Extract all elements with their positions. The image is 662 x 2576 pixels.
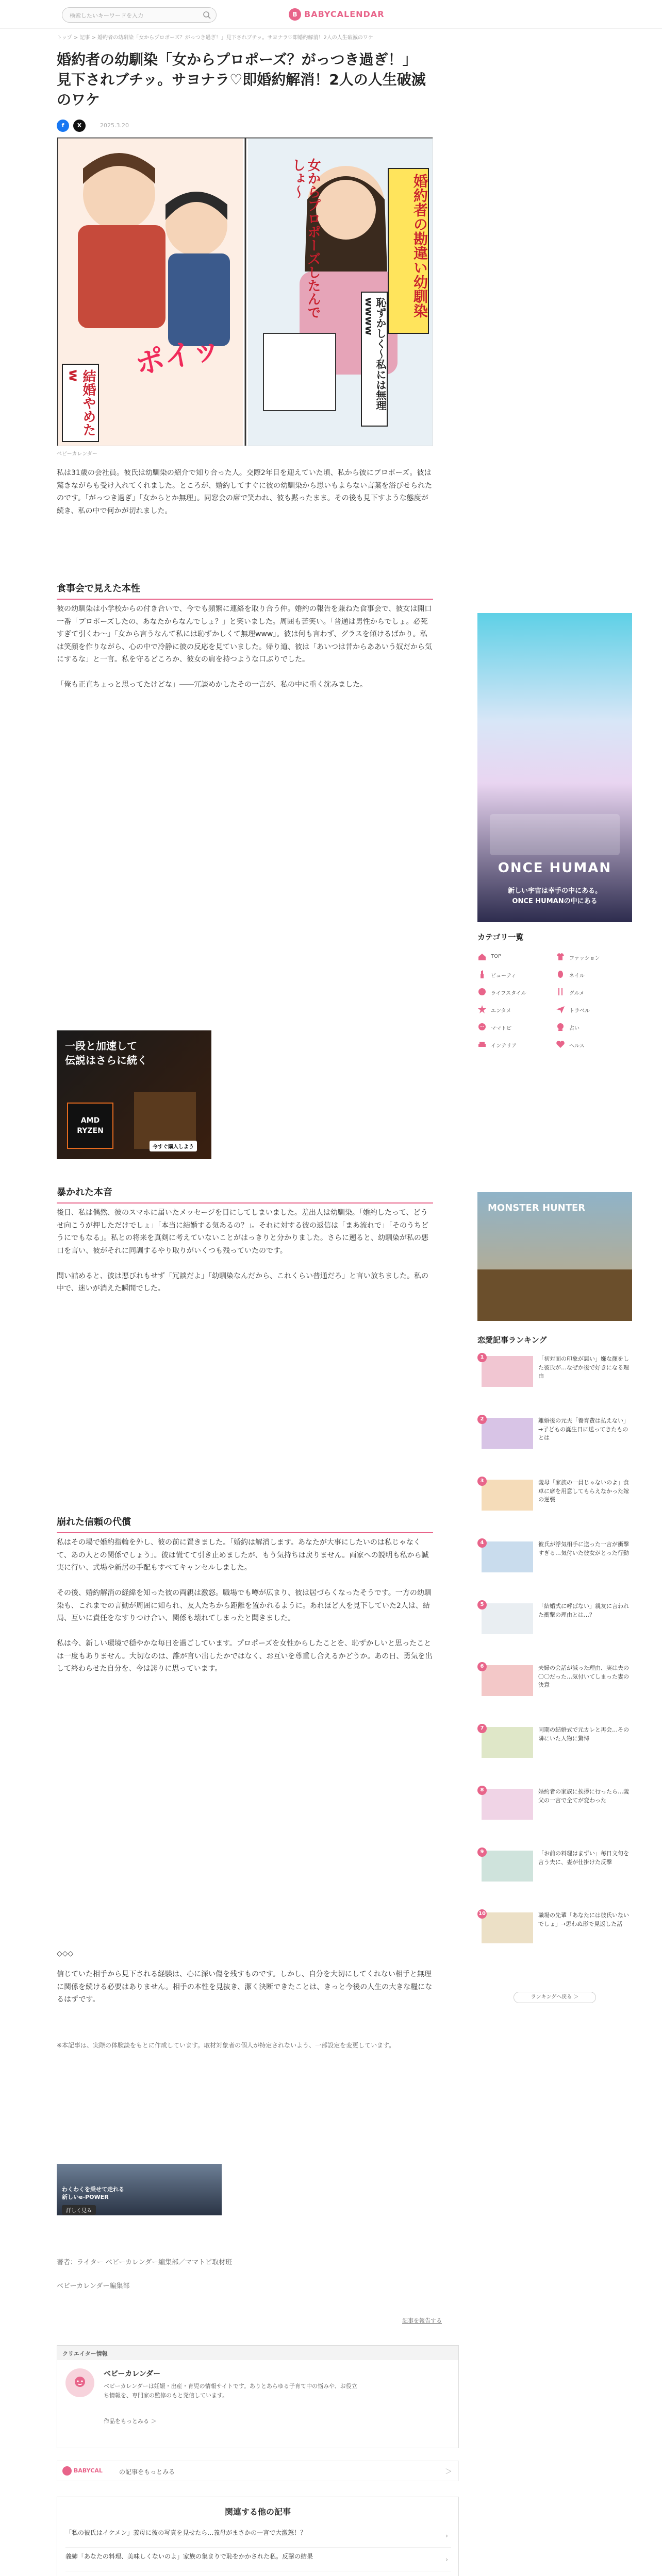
ad-headline: 一段と加速して 伝説はさらに続く [65,1040,147,1066]
category-link[interactable]: ライフスタイル [477,986,554,998]
section-heading-3: 崩れた信頼の代償 [57,1515,433,1533]
heart-icon [556,1040,565,1049]
sofa-icon [477,1040,487,1049]
ad-tagline: 新しい宇宙は幸手の中にある。 ONCE HUMANの中にある [507,887,602,905]
thumbnail [482,1418,533,1449]
rank-badge: 9 [477,1848,487,1857]
follow-banner[interactable] [57,2461,459,2481]
author-line[interactable]: 著者：ライター ベビーカレンダー編集部／ママトピ取材班 [57,2259,233,2266]
category-link[interactable]: TOP [477,951,554,963]
manga-text-right-top: 婚約者の勘違い幼馴染 [411,174,428,318]
creator-info [57,2345,459,2448]
ranking-title: 同期の結婚式で元カレと再会…その隣にいた人物に驚愕 [538,1726,629,1742]
section-body-1: 彼の幼馴染は小学校からの付き合いで、今でも頻繁に連絡を取り合う仲。婚約の報告を兼ねた食事会で、彼女は開口一番「プロポーズしたの、あなたからなんでしょ？」と笑いました。周囲も苦笑い。「普通は男性からでしょ。必死すぎて引くわ～」「女から言うなんて私には恥ずかしくて無理www」。彼は何も言わず、グラスを傾けるばかり。私は笑顔を作りながら、心の中で冷静に彼の反応を見ていました。帰り道、彼は「あいつは昔からああいう奴だから気にするな」と一言。私を守るどころか、彼女の肩を持つような口ぶりでした。 「俺も正直ちょっと思ってたけどな」――冗談めかしたその一言が、私の中に重く沈みました。 [57,605,432,689]
category-link[interactable]: トラベル [556,1004,632,1016]
manga-illustration [57,137,433,446]
ranking-item[interactable] [477,1415,632,1451]
ranking-title: 義母「家族の一員じゃないのよ」食卓に席を用意してもらえなかった嫁の逆襲 [538,1479,629,1503]
creator-name[interactable]: ベビーカレンダー [104,2370,161,2378]
intro-paragraph: 私は31歳の会社員。彼氏は幼馴染の紹介で知り合った人。交際2年目を迎えていた頃、私から彼にプロポーズ。彼は驚きながらも受け入れてくれました。ところが、婚約してすぐに彼の幼馴染から思いもよらない言葉を浴びせられたのです。「がっつき過ぎ」「女からとか無理」。同窓会の席で笑われ、彼も黙ったまま。その後も見下すような態度が続き、私の中で何かが切れました。 [57,469,432,515]
shirt-icon [556,952,565,961]
home-icon [477,952,487,961]
chevron-right-icon: › [445,2556,448,2563]
rank-badge: 3 [477,1477,487,1486]
ad-figure [490,814,620,855]
report-link[interactable]: 記事を報告する [402,2317,442,2324]
lipstick-icon [477,970,487,979]
category-link[interactable]: ヘルス [556,1039,632,1051]
follow-text: の記事をもっとみる [119,2468,175,2476]
manga-text-right-middle: 女からプロポーズしたんでしょ～ [290,158,321,319]
related-heading: 関連する他の記事 [224,2507,291,2517]
chevron-right-icon[interactable]: ＞ [445,2468,452,2476]
rank-badge: 7 [477,1724,487,1733]
thumbnail [482,1727,533,1758]
list-item[interactable] [65,2550,451,2571]
sidebar-advertisement-2[interactable] [477,1192,632,1321]
section-body-3: 私はその場で婚約指輪を外し、彼の前に置きました。「婚約は解消します。あなたが大事にしたいのは私じゃなくて、あの人との関係でしょう」。彼は慌てて引き止めましたが、もう気持ちは戻りません。両家への説明も私から誠実に行い、式場や新居の手配もすべてキャンセルしました。 その後、婚約解消の経緯を知った彼の両親は激怒。職場でも噂が広まり、彼は居づらくなったそうです。一方の幼馴染も、これまでの言動が周囲に知られ、友人たちから距離を置かれるように。あれほど人を見下していた2人は、結局、互いに責任をなすりつけ合い、関係も壊れてしまったと聞きました。 私は今、新しい環境で穏やかな毎日を過ごしています。プロポーズを女性からしたことを、恥ずかしいと思ったことは一度もありません。大切なのは、誰が言い出したかではなく、お互いを尊重し合えるかどうか。あの日、勇気を出して終わらせた自分を、今は誇りに思っています。 [57,1538,433,1673]
advertisement-bottom[interactable] [57,2164,222,2215]
ranking-heading: 恋愛記事ランキング [477,1335,547,1345]
rank-badge: 1 [477,1353,487,1362]
thumbnail [482,1912,533,1943]
list-item[interactable] [65,2526,451,2548]
star-icon [477,1005,487,1014]
breadcrumb[interactable]: トップ > 記事 > 婚約者の幼馴染「女からプロポーズ？がっつき過ぎ！」見下されブチッ。サヨナラ♡即婚約解消！2人の人生破滅のワケ [57,35,373,41]
facebook-share-icon[interactable]: f [57,120,69,132]
crystal-ball-icon [556,1022,565,1031]
follow-logo [62,2466,104,2477]
logo-text: BABYCALENDAR [304,9,385,19]
ranking-title: 職場の先輩「あなたには彼氏いないでしょ」→思わぬ形で見返した話 [538,1912,629,1927]
manga-text-right-bottom: 恥ずかしく～私には無理wwww [363,297,387,411]
rank-badge: 2 [477,1415,487,1424]
rank-badge: 6 [477,1662,487,1671]
logo-mark: B [289,8,301,21]
category-link[interactable]: ママトピ [477,1021,554,1033]
category-link[interactable]: インテリア [477,1039,554,1051]
site-logo[interactable] [289,7,385,22]
category-link[interactable]: エンタメ [477,1004,554,1016]
ranking-title: 「お前の料理はまずい」毎日文句を言う夫に、妻が仕掛けた反撃 [538,1850,629,1866]
rank-badge: 5 [477,1600,487,1609]
ad-brand-box: AMD RYZEN [67,1103,113,1149]
section-heading-2: 暴かれた本音 [57,1185,433,1204]
avatar[interactable] [65,2368,94,2397]
ranking-title: 彼氏が浮気相手に送った一言が衝撃すぎる…気付いた彼女がとった行動 [538,1541,629,1556]
closing-paragraph: 信じていた相手から見下される経験は、心に深い傷を残すものです。しかし、自分を大切にしてくれない相手と無理に関係を続ける必要はありません。相手の本性を見抜き、潔く決断できたことは、きっと今後の人生の大きな糧になるはずです。 [57,1970,433,2004]
ad-brand: ONCE HUMAN [498,860,612,876]
manga-text-left-vertical: 結婚やめたw [65,369,96,436]
related-articles [57,2497,459,2576]
lifestyle-icon [477,987,487,996]
thumbnail [482,1480,533,1511]
ranking-more-button[interactable]: ランキングへ戻る ＞ [514,1992,596,2003]
ranking-title: 離婚後の元夫「養育費は払えない」→子どもの誕生日に送ってきたものとは [538,1417,629,1441]
categories-heading: カテゴリ一覧 [477,933,524,942]
thumbnail [482,1789,533,1820]
thumbnail [482,1603,533,1634]
ranking-item[interactable] [477,1538,632,1574]
ranking-item[interactable] [477,1786,632,1822]
ranking-item[interactable] [477,1477,632,1513]
rank-badge: 10 [477,1909,487,1919]
creator-header: クリエイター情報 [57,2346,458,2360]
ad-bottom-cta[interactable]: 詳しく見る [62,2205,96,2215]
ranking-item[interactable] [477,1724,632,1760]
image-caption: ベビーカレンダー [57,451,97,457]
category-link[interactable]: ネイル [556,969,632,981]
section-heading-1: 食事会で見えた本性 [57,581,433,600]
rank-badge: 4 [477,1538,487,1548]
search-placeholder: 検索したいキーワードを入力 [70,12,143,19]
related-title: 「私の彼氏はイケメン」義母に彼の写真を見せたら…義母がまさかの一言で大激怒！？ [65,2529,307,2536]
site-header [0,0,662,29]
ranking-item[interactable] [477,1353,632,1389]
list-item[interactable] [65,2573,451,2576]
category-link[interactable]: グルメ [556,986,632,998]
ranking-title: 夫婦の会話が減った理由、実は夫の〇〇だった…気付いてしまった妻の決意 [538,1665,629,1688]
baby-icon [477,1022,487,1031]
thumbnail [482,1851,533,1882]
category-link[interactable]: 占い [556,1021,632,1033]
plane-icon [556,1005,565,1014]
chevron-right-icon: › [445,2532,448,2539]
fork-knife-icon [556,987,565,996]
ad-bottom-headline: わくわくを乗せて走れる 新しいe-POWER [62,2186,124,2201]
sidebar-advertisement[interactable] [477,613,632,922]
article-title: 婚約者の幼馴染「女からプロポーズ？がっつき過ぎ！」見下されブチッ。サヨナラ♡即婚約解消！2人の人生破滅のワケ [57,51,426,109]
creator-description: ベビーカレンダーは妊娠・出産・育児の情報サイトです。ありとあらゆる子育て中の悩みや、お役立ち情報を、専門家の監修のもと発信しています。 [104,2383,357,2399]
search-input[interactable] [62,7,217,23]
ranking-item[interactable] [477,1848,632,1884]
advertisement-left[interactable] [57,1030,211,1159]
category-link[interactable]: ファッション [556,951,632,963]
ranking-item[interactable] [477,1600,632,1636]
ranking-title: 婚約者の家族に挨拶に行ったら…義父の一言で全てが変わった [538,1788,629,1804]
ad-cta[interactable]: 今すぐ購入しよう [150,1141,197,1151]
ranking-title: 「結婚式に呼ばない」親友に言われた衝撃の理由とは…？ [538,1603,629,1618]
ad-game-scene [477,1269,632,1321]
follow-logo-text: BABYCAL [74,2467,103,2474]
creator-more-link[interactable]: 作品をもっとみる ＞ [104,2418,157,2425]
manga-text-left-big: ポイッ [133,331,224,382]
ranking-title: 「初対面の印象が悪い」嫌な顔をした彼氏が…なぜか後で好きになる理由 [538,1355,629,1379]
thumbnail [482,1541,533,1572]
ranking-item[interactable] [477,1909,632,1945]
thumbnail [482,1665,533,1696]
rank-badge: 8 [477,1786,487,1795]
disclaimer: ※本記事は、実際の体験談をもとに作成しています。取材対象者の個人が特定されないよう、一部設定を変更しています。 [57,2042,395,2049]
search-icon[interactable] [203,11,211,19]
section-body-2: 後日、私は偶然、彼のスマホに届いたメッセージを目にしてしまいました。差出人は幼馴染。「婚約したって、どうせ向こうが押しただけでしょ」「本当に結婚する気あるの？」。それに対する彼の返信は「まあ流れで」「そのうちどうにでもなる」。私との将来を真剣に考えていないことがはっきりと分かりました。さらに遡ると、幼馴染が私の悪口を言い、彼がそれに同調するやり取りがいくつも残っていたのです。 問い詰めると、彼は悪びれもせず「冗談だよ」「幼馴染なんだから、これくらい普通だろ」と言い放ちました。私の中で、迷いが消えた瞬間でした。 [57,1209,428,1293]
related-title: 義姉「あなたの料理、美味しくないのよ」家族の集まりで恥をかかされた私。反撃の結果 [65,2553,313,2560]
nail-icon [556,970,565,979]
baby-icon [72,2375,88,2391]
ad-game-title: MONSTER HUNTER [488,1202,586,1213]
separator: ◇◇◇ [57,1950,74,1958]
publish-date: 2025.3.20 [100,122,129,129]
author-sub: ベビーカレンダー編集部 [57,2282,130,2290]
ranking-item[interactable] [477,1662,632,1698]
thumbnail [482,1356,533,1387]
category-link[interactable]: ビューティ [477,969,554,981]
logo-mark-small [62,2466,72,2476]
x-share-icon[interactable]: X [73,120,86,132]
